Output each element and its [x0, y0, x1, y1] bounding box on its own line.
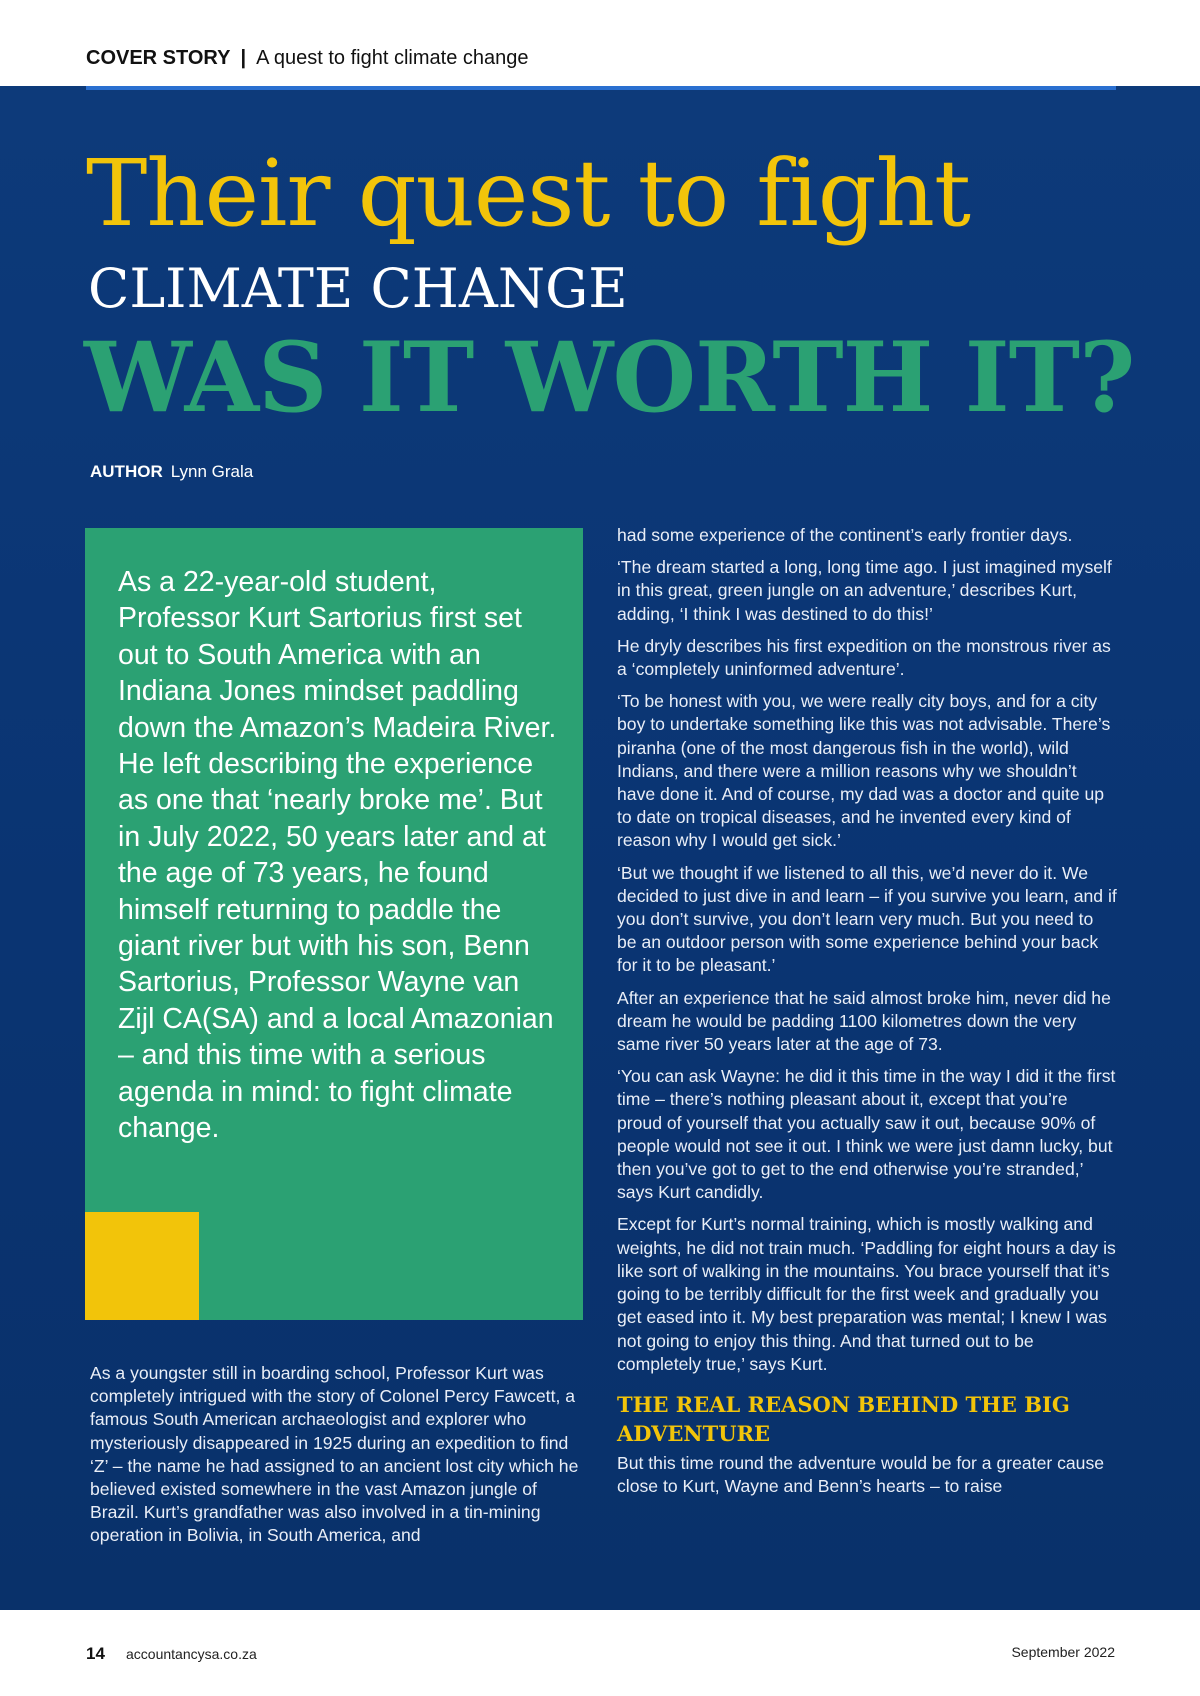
section-separator: |: [240, 47, 247, 69]
right-paragraph-6: After an experience that he said almost broke him, never did he dream he would be padding 1100 kilometres down the very same river 50 years later at the age of 73.: [617, 987, 1111, 1055]
headline-line-1: Their quest to fight: [86, 140, 970, 247]
top-header-bar: [0, 0, 1200, 86]
byline: [90, 462, 253, 482]
header-rule: [86, 86, 1116, 90]
byline-label: AUTHOR: [90, 462, 163, 481]
pullquote-text: As a 22-year-old student, Professor Kurt Sartorius first set out to South America with an Indiana Jones mindset paddling down the Amazon’s Madeira River. He left describing the experience as one that ‘nearly broke me’. But in July 2022, 50 years later and at the age of 73 years, he found himself returning to paddle the giant river but with his son, Benn Sartorius, Professor Wayne van Zijl CA(SA) and a local Amazonian – and this time with a serious agenda in mind: to fight climate change.: [118, 566, 557, 1145]
right-paragraph-3: He dryly describes his first expedition on the monstrous river as a ‘completely uninformed adventure’.: [617, 635, 1111, 680]
right-column: [617, 524, 1117, 1507]
right-paragraph-7: ‘You can ask Wayne: he did it this time in the way I did it the first time – there’s nothing pleasant about it, except that you’re proud of yourself that you actually saw it out, because 90% of people would not see it out. I think we were just damn lucky, but then you’ve got to get to the end otherwise you’re stranded,’ says Kurt candidly.: [617, 1066, 1116, 1203]
right-paragraph-8: Except for Kurt’s normal training, which is mostly walking and weights, he did not train much. ‘Paddling for eight hours a day is like sort of walking in the mountains. You brace yourself that it’s going to be terribly difficult for the first week and gradually you get eased into it. My best preparation was mental; I knew I was not going to enjoy this thing. And that turned out to be completely true,’ says Kurt.: [617, 1214, 1116, 1374]
author-name: Lynn Grala: [170, 462, 254, 481]
page-footer: [0, 1610, 1200, 1696]
right-paragraph-2: ‘The dream started a long, long time ago. I just imagined myself in this great, green jungle on an adventure,’ describes Kurt, adding, ‘I think I was destined to do this!’: [617, 557, 1112, 624]
issue-date: September 2022: [1011, 1644, 1115, 1660]
right-paragraph-1: had some experience of the continent’s early frontier days.: [617, 525, 1073, 545]
right-paragraph-4: ‘To be honest with you, we were really city boys, and for a city boy to undertake something like this was not advisable. There’s piranha (one of the most dangerous fish in the world), wild Indians, and there were a million reasons why we shouldn’t have done it. And of course, my dad was a doctor and quite up to date on tropical diseases, and he invented every kind of reason why I would get sick.’: [617, 691, 1111, 851]
pullquote-box: [85, 528, 583, 1320]
page-number: 14: [86, 1644, 105, 1663]
section-subtitle: A quest to fight climate change: [256, 47, 529, 69]
right-paragraph-9: But this time round the adventure would be for a greater cause close to Kurt, Wayne and Benn’s hearts – to raise: [617, 1452, 1105, 1497]
left-paragraph-1: As a youngster still in boarding school, Professor Kurt was completely intrigued with the story of Colonel Percy Fawcett, a famous South American archaeologist and explorer who mysteriously disappeared in 1925 during an expedition to find ‘Z’ – the name he had assigned to an ancient lost city which he believed existed somewhere in the vast Amazon jungle of Brazil. Kurt’s grandfather was also involved in a tin-mining operation in Bolivia, in South America, and: [90, 1363, 579, 1546]
section-name: COVER STORY: [86, 47, 231, 69]
section-subheading: THE REAL REASON BEHIND THE BIG ADVENTURE: [617, 1391, 1070, 1446]
headline-line-3: WAS IT WORTH IT?: [84, 321, 1135, 434]
website-url: accountancysa.co.za: [126, 1646, 257, 1662]
right-paragraph-5: ‘But we thought if we listened to all this, we’d never do it. We decided to just dive in and learn – if you survive you learn, and if you don’t survive, you don’t learn very much. But you need to be an outdoor person with some experience behind your back for it to be pleasant.’: [617, 862, 1117, 976]
decorative-yellow-square: [85, 1212, 199, 1320]
headline-line-2: CLIMATE CHANGE: [88, 257, 628, 320]
left-column: [90, 1362, 590, 1557]
section-label: [86, 47, 529, 70]
